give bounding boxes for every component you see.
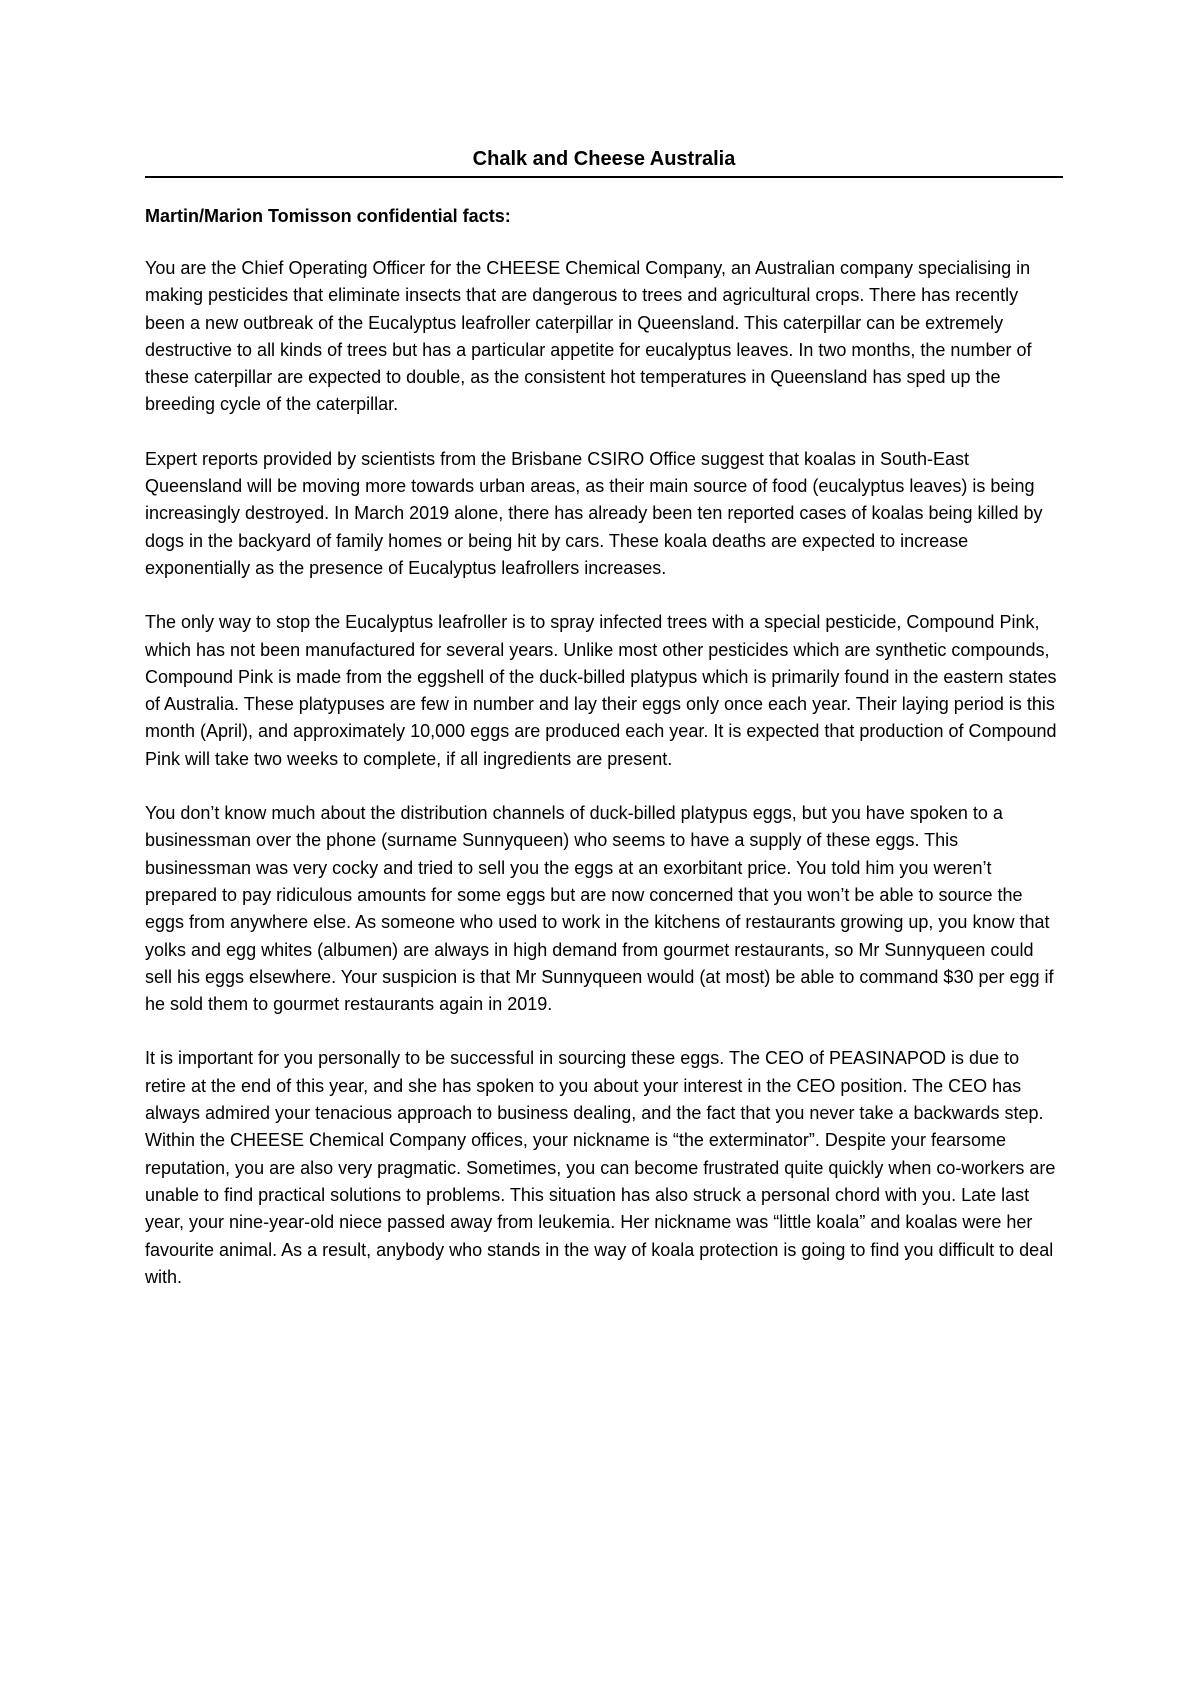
confidential-facts-heading: Martin/Marion Tomisson confidential facts: <box>145 206 511 226</box>
document-body <box>145 146 1063 1291</box>
paragraph-role-description: You are the Chief Operating Officer for the CHEESE Chemical Company, an Australian company specialising in making pesticides that eliminate insects that are dangerous to trees and agricultural crops. There has recently been a new outbreak of the Eucalyptus leafroller caterpillar in Queensland. This caterpillar can be extremely destructive to all kinds of trees but has a particular appetite for eucalyptus leaves. In two months, the number of these caterpillar are expected to double, as the consistent hot temperatures in Queensland has sped up the breeding cycle of the caterpillar. <box>145 258 1032 415</box>
paragraph-personal-stakes: It is important for you personally to be successful in sourcing these eggs. The CEO of PEASINAPOD is due to retire at the end of this year, and she has spoken to you about your interest in the CEO position. The CEO has always admired your tenacious approach to business dealing, and the fact that you never take a backwards step. Within the CHEESE Chemical Company offices, your nickname is “the exterminator”. Despite your fearsome reputation, you are also very pragmatic. Sometimes, you can become frustrated quite quickly when co-workers are unable to find practical solutions to problems. This situation has also struck a personal chord with you. Late last year, your nine-year-old niece passed away from leukemia. Her nickname was “little koala” and koalas were her favourite animal. As a result, anybody who stands in the way of koala protection is going to find you difficult to deal with. <box>145 1048 1056 1287</box>
paragraph-compound-pink: The only way to stop the Eucalyptus leafroller is to spray infected trees with a special pesticide, Compound Pink, which has not been manufactured for several years. Unlike most other pesticides which are synthetic compounds, Compound Pink is made from the eggshell of the duck-billed platypus which is primarily found in the eastern states of Australia. These platypuses are few in number and lay their eggs only once each year. Their laying period is this month (April), and approximately 10,000 eggs are produced each year. It is expected that production of Compound Pink will take two weeks to complete, if all ingredients are present. <box>145 612 1057 769</box>
paragraph-expert-reports: Expert reports provided by scientists from the Brisbane CSIRO Office suggest that koalas in South-East Queensland will be moving more towards urban areas, as their main source of food (eucalyptus leaves) is being increasingly destroyed. In March 2019 alone, there has already been ten reported cases of koalas being killed by dogs in the backyard of family homes or being hit by cars. These koala deaths are expected to increase exponentially as the presence of Eucalyptus leafrollers increases. <box>145 448 1043 578</box>
document-title: Chalk and Cheese Australia <box>145 146 1063 178</box>
paragraph-egg-supplier: You don’t know much about the distribution channels of duck-billed platypus eggs, but you have spoken to a businessman over the phone (surname Sunnyqueen) who seems to have a supply of these eggs. This businessman was very cocky and tried to sell you the eggs at an exorbitant price. You told him you weren’t prepared to pay ridiculous amounts for some eggs but are now concerned that you won’t be able to source the eggs from anywhere else. As someone who used to work in the kitchens of restaurants growing up, you know that yolks and egg whites (albumen) are always in high demand from gourmet restaurants, so Mr Sunnyqueen could sell his eggs elsewhere. Your suspicion is that Mr Sunnyqueen would (at most) be able to command $30 per egg if he sold them to gourmet restaurants again in 2019. <box>145 803 1054 1015</box>
